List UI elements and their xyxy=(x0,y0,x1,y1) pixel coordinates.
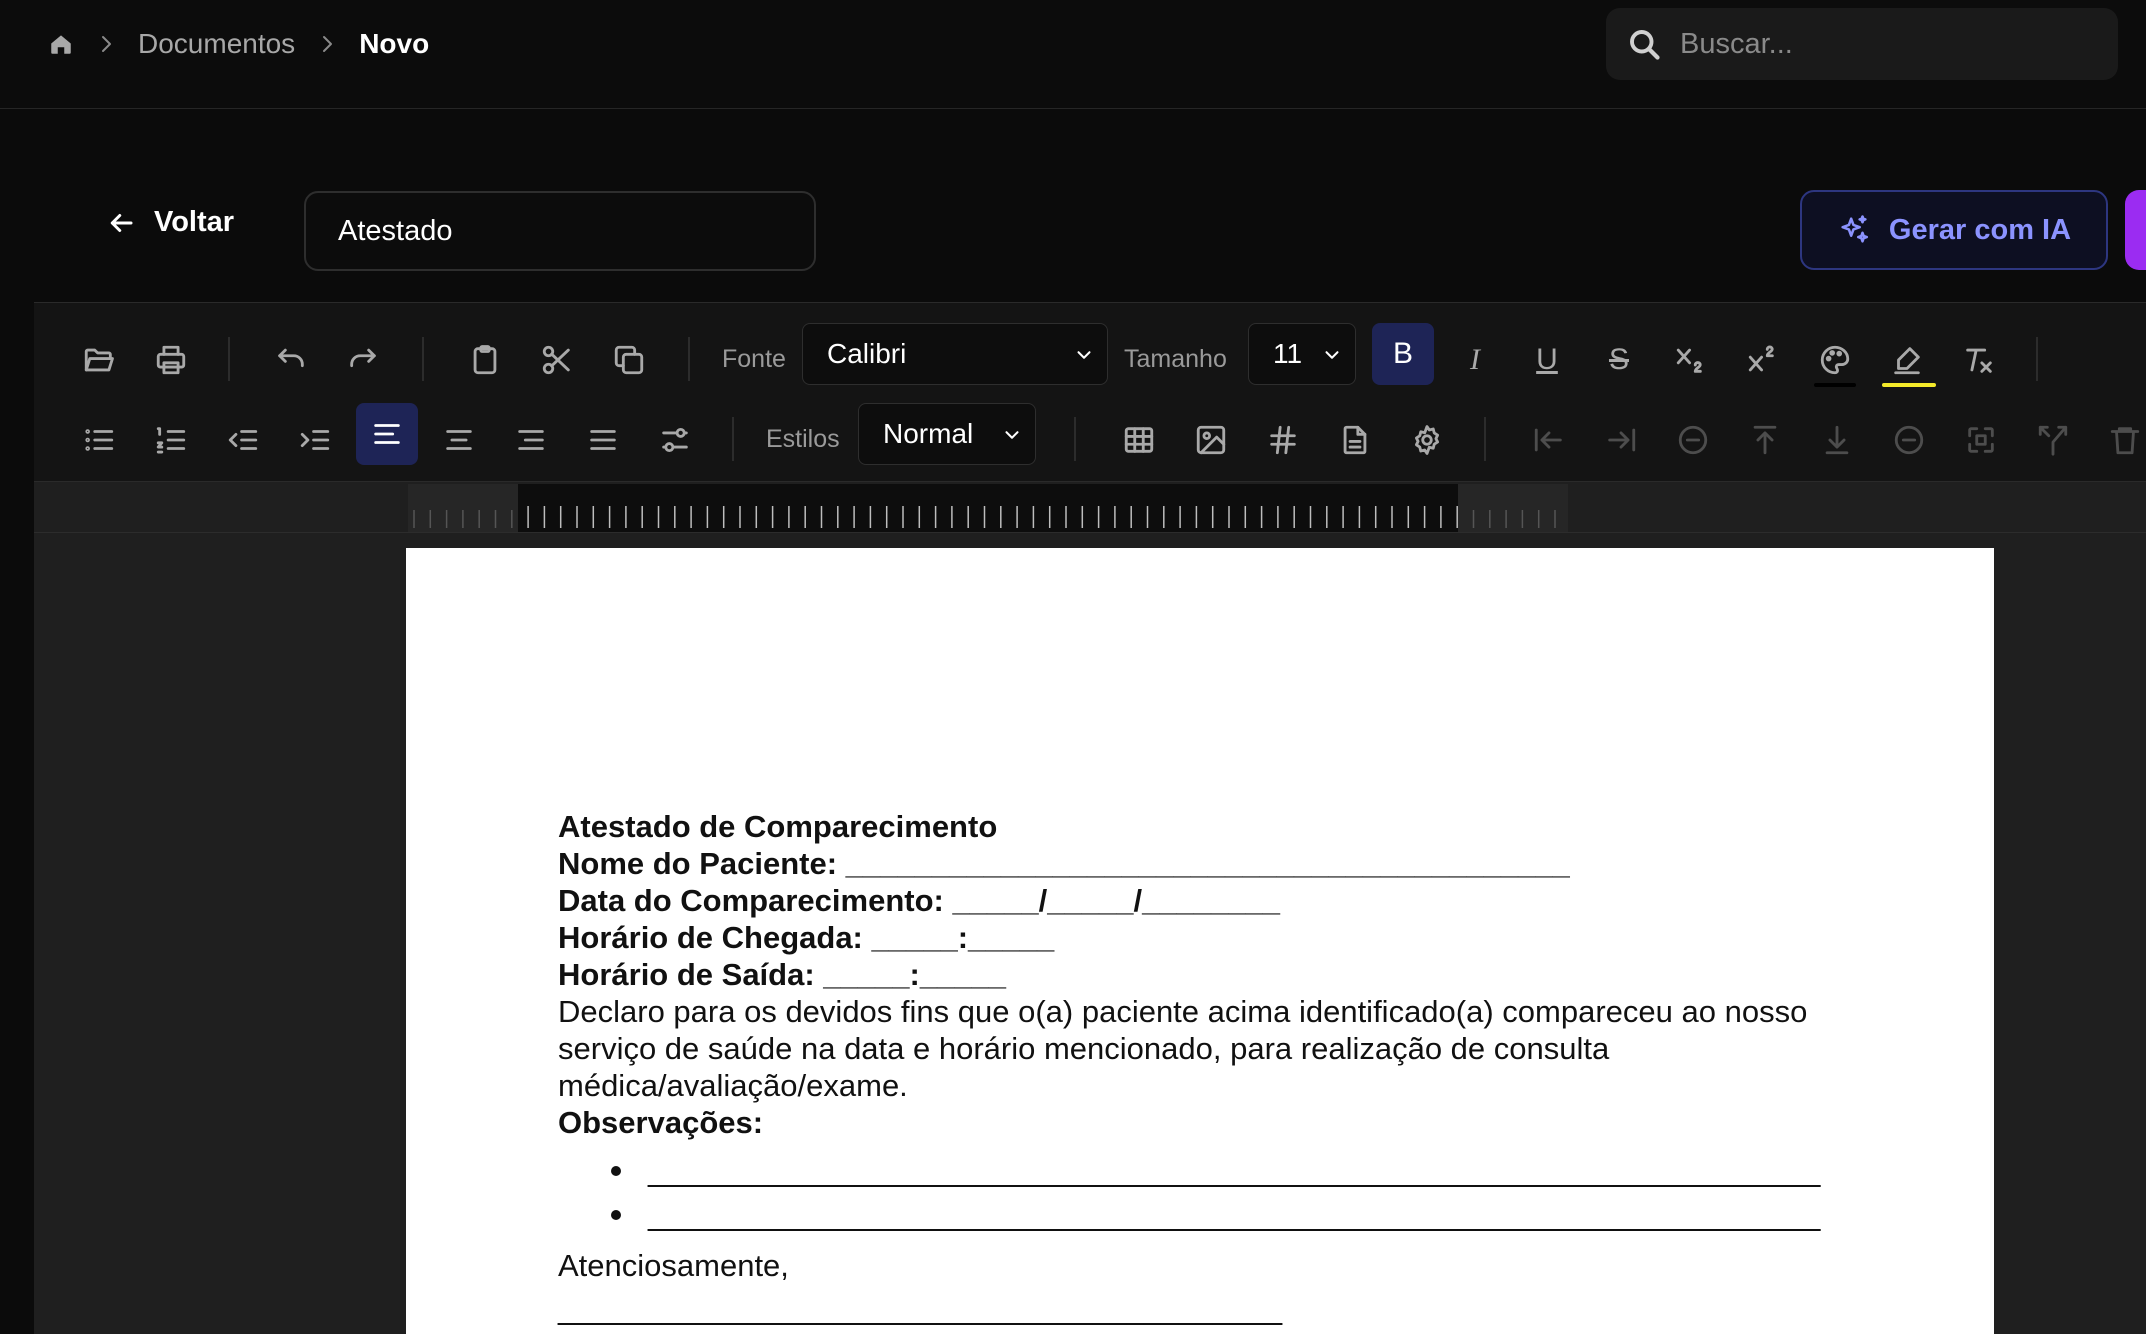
font-value: Calibri xyxy=(827,338,907,369)
redo-button[interactable] xyxy=(332,329,394,391)
chevron-down-icon xyxy=(1321,344,1343,366)
align-center-button[interactable] xyxy=(428,409,490,471)
ruler-divider xyxy=(34,532,2146,533)
align-left-button[interactable] xyxy=(356,403,418,465)
departure-time-line: Horário de Saída: _____:_____ xyxy=(558,957,1007,992)
horizontal-ruler xyxy=(408,484,1568,532)
save-button[interactable] xyxy=(2125,190,2146,270)
circle-minus-icon xyxy=(1676,423,1710,457)
scissors-icon xyxy=(540,343,574,377)
bold-icon: B xyxy=(1392,337,1413,370)
folder-open-icon xyxy=(82,343,116,377)
redo-icon xyxy=(346,343,380,377)
chevron-right-icon xyxy=(315,32,339,56)
text-color-button[interactable] xyxy=(1804,329,1866,391)
toolbar-row-2 xyxy=(34,403,2146,475)
copy-button[interactable] xyxy=(598,329,660,391)
undo-button[interactable] xyxy=(260,329,322,391)
paste-button[interactable] xyxy=(454,329,516,391)
toolbar-divider xyxy=(688,337,690,381)
breadcrumb xyxy=(48,26,429,62)
clipboard-icon xyxy=(468,343,502,377)
underline-icon: U xyxy=(1536,343,1558,376)
outdent-icon xyxy=(226,423,260,457)
generate-ai-button[interactable] xyxy=(1800,190,2108,270)
ruler-ticks xyxy=(408,484,1568,532)
bullet-list-button[interactable] xyxy=(68,409,130,471)
clear-format-icon xyxy=(1962,343,1996,377)
highlight-button[interactable] xyxy=(1876,329,1938,391)
subscript-icon xyxy=(1674,343,1708,377)
arrow-right-to-line-icon xyxy=(1604,423,1638,457)
arrival-time-line: Horário de Chegada: _____:_____ xyxy=(558,920,1055,955)
palette-icon xyxy=(1818,343,1852,377)
merge-cells-icon xyxy=(1964,423,1998,457)
indent-icon xyxy=(298,423,332,457)
strikethrough-icon: S xyxy=(1608,343,1629,376)
sliders-icon xyxy=(658,423,692,457)
justify-button[interactable] xyxy=(572,409,634,471)
list-item: ____________________________________________________________________ xyxy=(558,1193,1818,1237)
font-label: Fonte xyxy=(722,345,786,373)
styles-label: Estilos xyxy=(766,425,840,453)
declaration-paragraph: Declaro para os devidos fins que o(a) paciente acima identificado(a) compareceu ao nosso serviço de saúde na data e horário mencionado, para realização de consulta médica/avaliação/exame. xyxy=(558,994,1808,1103)
styles-value: Normal xyxy=(883,418,974,449)
toolbar-row-1 xyxy=(34,323,2146,395)
subscript-button[interactable] xyxy=(1660,329,1722,391)
toolbar-divider xyxy=(422,337,424,381)
insert-column-right-button[interactable] xyxy=(1590,409,1652,471)
sparkles-icon xyxy=(1837,213,1871,247)
merge-cells-button[interactable] xyxy=(1950,409,2012,471)
align-left-icon xyxy=(370,417,404,451)
bullet-list-icon xyxy=(82,423,116,457)
image-icon xyxy=(1194,423,1228,457)
home-icon[interactable] xyxy=(48,31,74,57)
table-icon xyxy=(1122,423,1156,457)
document-content[interactable] xyxy=(558,808,1821,1327)
document-page[interactable] xyxy=(406,548,1994,1334)
align-justify-icon xyxy=(586,423,620,457)
back-label: Voltar xyxy=(154,206,235,238)
superscript-button[interactable] xyxy=(1732,329,1794,391)
cut-button[interactable] xyxy=(526,329,588,391)
arrow-up-to-line-icon xyxy=(1748,423,1782,457)
patient-name-line: Nome do Paciente: __________________________________________ xyxy=(558,846,1570,881)
highlighter-icon xyxy=(1890,343,1924,377)
settings-button[interactable] xyxy=(1396,409,1458,471)
underline-button[interactable] xyxy=(1516,329,1578,391)
list-item: ____________________________________________________________________ xyxy=(558,1149,1818,1193)
gear-icon xyxy=(1410,423,1444,457)
top-bar xyxy=(0,0,2146,109)
breadcrumb-documentos[interactable]: Documentos xyxy=(138,28,296,59)
copy-icon xyxy=(612,343,646,377)
search-icon xyxy=(1626,26,1662,62)
signature-line: __________________________________________ xyxy=(558,1291,1283,1326)
undo-icon xyxy=(274,343,308,377)
delete-row-button[interactable] xyxy=(1878,409,1940,471)
align-right-icon xyxy=(514,423,548,457)
observations-label: Observações: xyxy=(558,1105,764,1140)
back-button[interactable] xyxy=(106,206,234,239)
arrow-left-to-line-icon xyxy=(1532,423,1566,457)
strikethrough-button[interactable] xyxy=(1588,329,1650,391)
open-file-button[interactable] xyxy=(68,329,130,391)
trash-icon xyxy=(2108,423,2142,457)
highlight-color-indicator xyxy=(1882,383,1936,387)
file-text-icon xyxy=(1338,423,1372,457)
arrow-down-to-line-icon xyxy=(1820,423,1854,457)
print-button[interactable] xyxy=(140,329,202,391)
font-size-select[interactable] xyxy=(1248,323,1356,385)
insert-hash-button[interactable] xyxy=(1252,409,1314,471)
paragraph-settings-button[interactable] xyxy=(644,409,706,471)
toolbar-divider xyxy=(732,417,734,461)
styles-select[interactable] xyxy=(858,403,1036,465)
align-center-icon xyxy=(442,423,476,457)
toolbar-divider xyxy=(1484,417,1486,461)
arrow-left-icon xyxy=(106,208,136,238)
breadcrumb-novo: Novo xyxy=(359,28,430,59)
superscript-icon xyxy=(1746,343,1780,377)
size-label: Tamanho xyxy=(1124,345,1227,373)
text-color-indicator xyxy=(1814,383,1856,387)
search-input[interactable] xyxy=(1680,28,2100,61)
document-editor xyxy=(34,302,2146,1334)
closing-line: Atenciosamente, xyxy=(558,1248,789,1283)
page-setup-button[interactable] xyxy=(1324,409,1386,471)
split-cell-button[interactable] xyxy=(2022,409,2084,471)
numbered-list-icon xyxy=(154,423,188,457)
italic-button[interactable] xyxy=(1444,329,1506,391)
date-line: Data do Comparecimento: _____/_____/________ xyxy=(558,883,1281,918)
insert-image-button[interactable] xyxy=(1180,409,1242,471)
document-title-input[interactable] xyxy=(304,191,816,271)
insert-row-below-button[interactable] xyxy=(1806,409,1868,471)
bold-button[interactable] xyxy=(1372,323,1434,385)
doc-title: Atestado de Comparecimento xyxy=(558,809,998,844)
chevron-down-icon xyxy=(1001,424,1023,446)
split-icon xyxy=(2036,423,2070,457)
insert-table-button[interactable] xyxy=(1108,409,1170,471)
observations-list xyxy=(558,1149,1821,1237)
search-box[interactable] xyxy=(1606,8,2118,80)
toolbar-divider xyxy=(228,337,230,381)
delete-table-button[interactable] xyxy=(2094,409,2146,471)
align-right-button[interactable] xyxy=(500,409,562,471)
generate-ai-label: Gerar com IA xyxy=(1888,213,2072,246)
insert-column-left-button[interactable] xyxy=(1518,409,1580,471)
insert-row-above-button[interactable] xyxy=(1734,409,1796,471)
italic-icon: I xyxy=(1470,343,1480,376)
clear-formatting-button[interactable] xyxy=(1948,329,2010,391)
printer-icon xyxy=(154,343,188,377)
font-select[interactable] xyxy=(802,323,1108,385)
toolbar-divider xyxy=(2036,337,2038,381)
chevron-right-icon xyxy=(94,32,118,56)
toolbar-divider xyxy=(1074,417,1076,461)
hash-icon xyxy=(1266,423,1300,457)
chevron-down-icon xyxy=(1073,344,1095,366)
numbered-list-button[interactable] xyxy=(140,409,202,471)
editor-toolbar xyxy=(34,302,2146,482)
delete-column-button[interactable] xyxy=(1662,409,1724,471)
indent-button[interactable] xyxy=(284,409,346,471)
circle-minus-icon xyxy=(1892,423,1926,457)
font-size-value: 11 xyxy=(1273,338,1303,369)
outdent-button[interactable] xyxy=(212,409,274,471)
